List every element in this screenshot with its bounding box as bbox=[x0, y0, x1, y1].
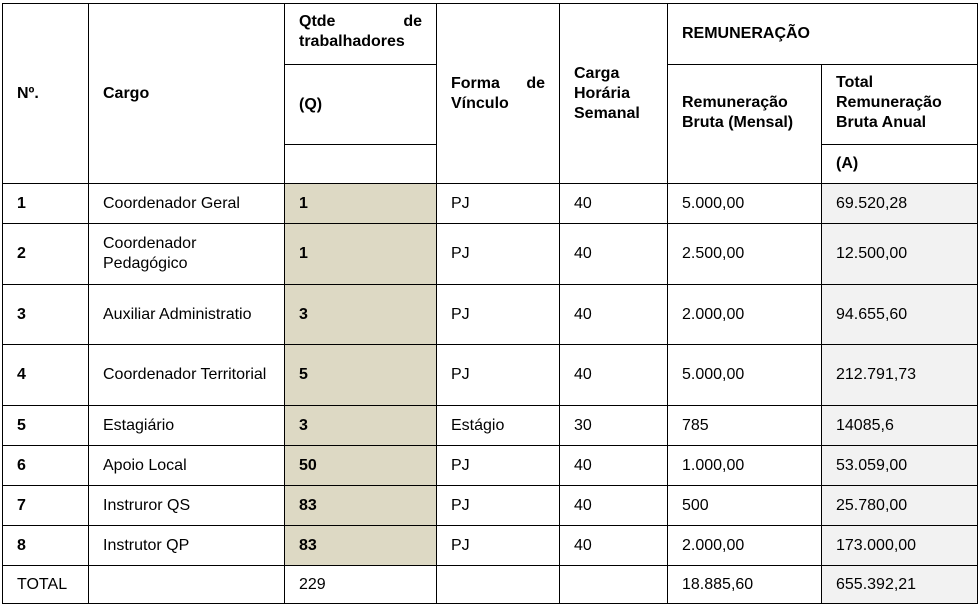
cell-carga: 40 bbox=[560, 224, 668, 285]
cell-q: 1 bbox=[285, 184, 437, 224]
cell-mensal: 785 bbox=[668, 406, 822, 446]
cell-anual: 212.791,73 bbox=[822, 345, 978, 406]
header-total-code: (A) bbox=[822, 145, 978, 184]
header-carga-horaria: Carga Horária Semanal bbox=[560, 4, 668, 184]
cell-no: 3 bbox=[3, 285, 89, 345]
cell-carga: 40 bbox=[560, 184, 668, 224]
header-qtde-de: de bbox=[403, 13, 422, 30]
cell-q: 3 bbox=[285, 285, 437, 345]
cell-q: 3 bbox=[285, 406, 437, 446]
table-row bbox=[3, 345, 978, 406]
header-qtde-line2: trabalhadores bbox=[299, 33, 405, 50]
header-total-remuneracao-anual: Total Remuneração Bruta Anual bbox=[822, 65, 978, 145]
cell-no: 8 bbox=[3, 526, 89, 566]
cell-no: 6 bbox=[3, 446, 89, 486]
header-remuneracao: REMUNERAÇÃO bbox=[668, 4, 978, 65]
cell-cargo: Coordenador Territorial bbox=[89, 345, 285, 406]
cell-cargo: Coordenador Pedagógico bbox=[89, 224, 285, 285]
cell-vinculo: PJ bbox=[437, 446, 560, 486]
cell-q: 5 bbox=[285, 345, 437, 406]
cell-cargo: Coordenador Geral bbox=[89, 184, 285, 224]
cell-cargo: Auxiliar Administratio bbox=[89, 285, 285, 345]
table-row bbox=[3, 446, 978, 486]
cell-anual: 12.500,00 bbox=[822, 224, 978, 285]
cell-no: 7 bbox=[3, 486, 89, 526]
cell-no: 2 bbox=[3, 224, 89, 285]
cell-q: 1 bbox=[285, 224, 437, 285]
cell-anual: 173.000,00 bbox=[822, 526, 978, 566]
table-row bbox=[3, 285, 978, 345]
cell-q: 50 bbox=[285, 446, 437, 486]
cell-mensal: 1.000,00 bbox=[668, 446, 822, 486]
cell-vinculo: PJ bbox=[437, 285, 560, 345]
cell-cargo: Estagiário bbox=[89, 406, 285, 446]
header-qtde-code: (Q) bbox=[285, 65, 437, 145]
header-qtde-word: Qtde bbox=[299, 13, 336, 30]
header-cargo: Cargo bbox=[89, 4, 285, 184]
header-no: Nº. bbox=[3, 4, 89, 184]
cell-vinculo: PJ bbox=[437, 486, 560, 526]
remuneration-table bbox=[2, 3, 978, 604]
total-cargo-empty bbox=[89, 566, 285, 604]
header-qtde-empty bbox=[285, 145, 437, 184]
cell-carga: 30 bbox=[560, 406, 668, 446]
cell-vinculo: PJ bbox=[437, 184, 560, 224]
cell-anual: 14085,6 bbox=[822, 406, 978, 446]
table-row bbox=[3, 406, 978, 446]
cell-carga: 40 bbox=[560, 345, 668, 406]
cell-no: 5 bbox=[3, 406, 89, 446]
cell-cargo: Instrutor QP bbox=[89, 526, 285, 566]
total-mensal: 18.885,60 bbox=[668, 566, 822, 604]
cell-no: 1 bbox=[3, 184, 89, 224]
cell-mensal: 2.000,00 bbox=[668, 285, 822, 345]
total-anual: 655.392,21 bbox=[822, 566, 978, 604]
cell-cargo: Apoio Local bbox=[89, 446, 285, 486]
cell-mensal: 500 bbox=[668, 486, 822, 526]
cell-carga: 40 bbox=[560, 285, 668, 345]
cell-carga: 40 bbox=[560, 446, 668, 486]
cell-q: 83 bbox=[285, 486, 437, 526]
total-label: TOTAL bbox=[3, 566, 89, 604]
header-forma-vinculo: Forma de Vínculo bbox=[437, 4, 560, 184]
cell-mensal: 2.000,00 bbox=[668, 526, 822, 566]
table-row bbox=[3, 526, 978, 566]
cell-no: 4 bbox=[3, 345, 89, 406]
cell-vinculo: PJ bbox=[437, 345, 560, 406]
table-row bbox=[3, 486, 978, 526]
cell-anual: 53.059,00 bbox=[822, 446, 978, 486]
cell-anual: 69.520,28 bbox=[822, 184, 978, 224]
header-remuneracao-bruta-mensal: Remuneração Bruta (Mensal) bbox=[668, 65, 822, 184]
header-qtde bbox=[285, 4, 437, 65]
total-q: 229 bbox=[285, 566, 437, 604]
cell-q: 83 bbox=[285, 526, 437, 566]
cell-anual: 94.655,60 bbox=[822, 285, 978, 345]
table-row bbox=[3, 184, 978, 224]
table-row bbox=[3, 224, 978, 285]
cell-mensal: 2.500,00 bbox=[668, 224, 822, 285]
total-vinculo-empty bbox=[437, 566, 560, 604]
cell-carga: 40 bbox=[560, 526, 668, 566]
cell-mensal: 5.000,00 bbox=[668, 345, 822, 406]
cell-anual: 25.780,00 bbox=[822, 486, 978, 526]
cell-carga: 40 bbox=[560, 486, 668, 526]
cell-vinculo: PJ bbox=[437, 526, 560, 566]
total-row bbox=[3, 566, 978, 604]
cell-cargo: Instruror QS bbox=[89, 486, 285, 526]
cell-vinculo: Estágio bbox=[437, 406, 560, 446]
total-carga-empty bbox=[560, 566, 668, 604]
cell-mensal: 5.000,00 bbox=[668, 184, 822, 224]
cell-vinculo: PJ bbox=[437, 224, 560, 285]
